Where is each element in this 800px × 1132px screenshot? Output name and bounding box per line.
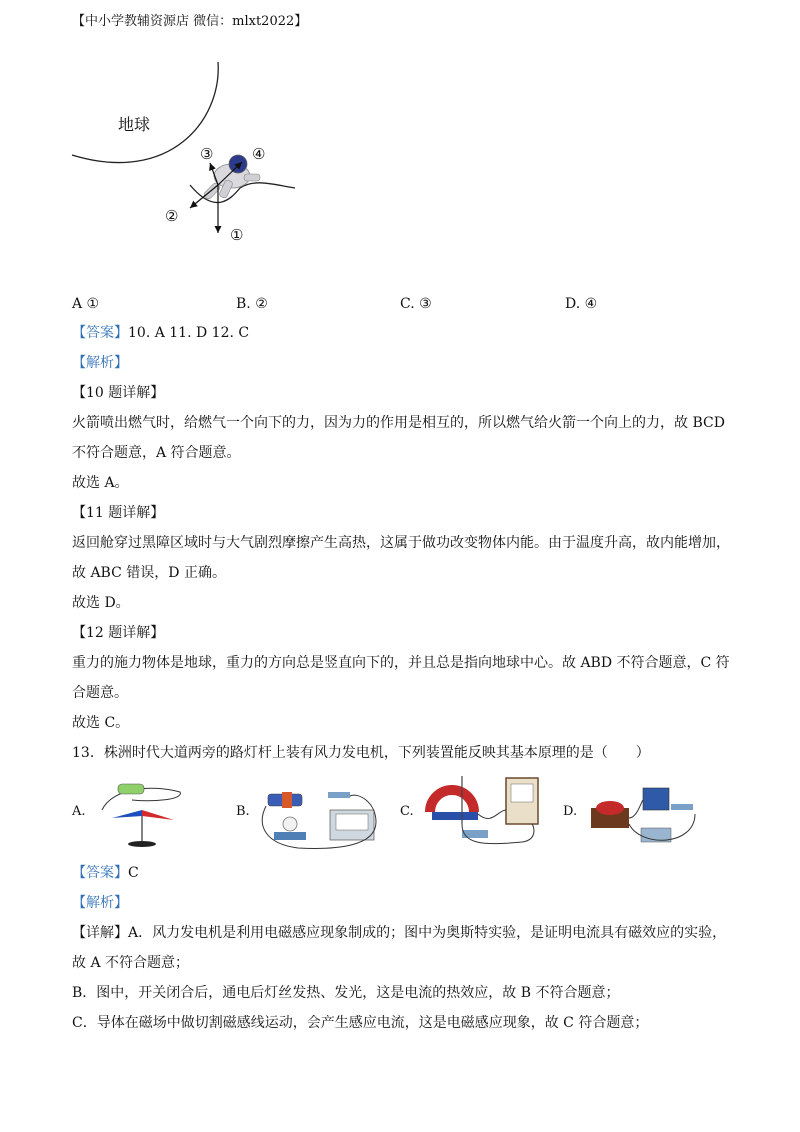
q13-option-d-label: D. <box>563 804 578 819</box>
q12-option-d: D. ④ <box>565 296 598 312</box>
analysis-tag-1: 【解析】 <box>72 355 128 371</box>
q12-option-a: A ① <box>72 296 100 312</box>
arrow-label-1: ① <box>230 226 244 244</box>
page-header: 【中小学教辅资源店 微信：mlxt2022】 <box>72 14 308 29</box>
arrow-label-2: ② <box>165 207 179 225</box>
q13-stem: 13．株洲时代大道两旁的路灯杆上装有风力发电机，下列装置能反映其基本原理的是（ ） <box>72 745 650 761</box>
q12-choose: 故选 C。 <box>72 715 130 731</box>
answer-line-1 <box>72 322 249 342</box>
q13-detail-tag: 【详解】 <box>72 925 128 941</box>
q12-option-b: B. ② <box>236 296 268 312</box>
lamp-circuit-image <box>258 782 378 852</box>
q13-option-b-label: B. <box>236 804 250 819</box>
q11-body-2: 故 ABC 错误，D 正确。 <box>72 565 226 581</box>
answer-text: 10. A 11. D 12. C <box>128 325 250 341</box>
q12-option-c: C. ③ <box>400 296 432 312</box>
arrow-2 <box>190 185 218 208</box>
q12-body-1: 重力的施力物体是地球，重力的方向总是竖直向下的，并且总是指向地球中心。故 ABD 不符合题意，C 符 <box>72 655 730 671</box>
q13-answer-tag: 【答案】 <box>72 865 128 881</box>
q11-body-1: 返回舱穿过黑障区域时与大气剧烈摩擦产生高热，这属于做功改变物体内能。由于温度升高，故内能增加， <box>72 535 730 551</box>
arrow-label-4: ④ <box>252 145 266 163</box>
q10-choose: 故选 A。 <box>72 475 129 491</box>
q13-detail-a-2: 故 A 不符合题意； <box>72 955 190 971</box>
q12-title: 【12 题详解】 <box>72 625 165 641</box>
q11-choose: 故选 D。 <box>72 595 130 611</box>
q13-detail-c: C．导体在磁场中做切割磁感线运动，会产生感应电流，这是电磁感应现象，故 C 符合题意； <box>72 1015 649 1031</box>
q10-title: 【10 题详解】 <box>72 385 165 401</box>
q13-detail-a-text: A．风力发电机是利用电磁感应现象制成的；图中为奥斯特实验，是证明电流具有磁效应的实验， <box>128 925 727 941</box>
motor-circuit-image <box>585 782 705 852</box>
q13-option-a-label: A. <box>72 804 86 819</box>
q13-option-c-label: C. <box>400 804 414 819</box>
q13-answer <box>72 862 139 882</box>
q10-body-1: 火箭喷出燃气时，给燃气一个向下的力，因为力的作用是相互的，所以燃气给火箭一个向上的力，故 BCD <box>72 415 725 431</box>
q13-answer-text: C <box>128 865 139 881</box>
earth-label: 地球 <box>118 115 151 134</box>
arrow-label-3: ③ <box>200 145 214 163</box>
q13-analysis-tag: 【解析】 <box>72 895 128 911</box>
oersted-experiment-image <box>92 780 192 850</box>
q11-title: 【11 题详解】 <box>72 505 165 521</box>
q13-detail-a-1 <box>72 922 726 942</box>
q13-detail-b: B．图中，开关闭合后，通电后灯丝发热、发光，这是电流的热效应，故 B 不符合题意； <box>72 985 620 1001</box>
answer-tag: 【答案】 <box>72 325 128 341</box>
q12-body-2: 合题意。 <box>72 685 128 701</box>
q10-body-2: 不符合题意，A 符合题意。 <box>72 445 241 461</box>
electromagnetic-induction-image <box>422 770 552 850</box>
